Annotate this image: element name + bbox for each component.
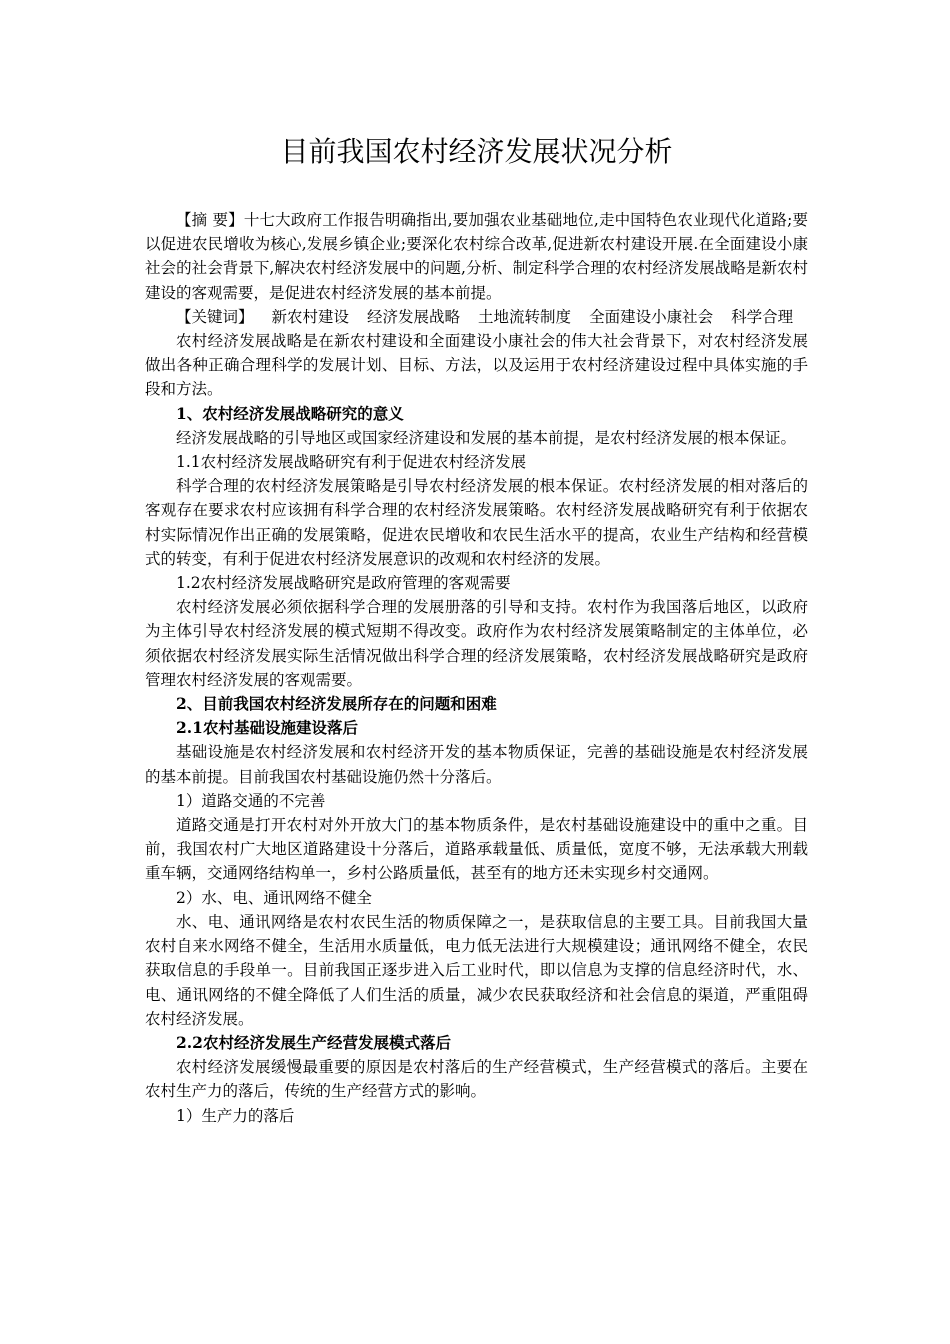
body-paragraph: 科学合理的农村经济发展策略是引导农村经济发展的根本保证。农村经济发展的相对落后的客观存在要求农村应该拥有科学合理的农村经济发展策略。农村经济发展战略研究有利于依据农村实际情况作出正确的发展策略，促进农民增收和农民生活水平的提高，农业生产结构和经营模式的转变，有利于促进农村经济发展意识的改观和农村经济的发展。 xyxy=(145,477,808,568)
section-heading: 2、目前我国农村经济发展所存在的问题和困难 xyxy=(176,694,497,714)
subsection-heading: 1.2农村经济发展战略研究是政府管理的客观需要 xyxy=(176,574,511,593)
keywords-label: 【关键词】 xyxy=(176,307,254,326)
section-heading: 2.2农村经济发展生产经营发展模式落后 xyxy=(176,1032,451,1052)
body-paragraph: 农村经济发展必须依据科学合理的发展册落的引导和支持。农村作为我国落后地区，以政府为主体引导农村经济发展的模式短期不得改变。政府作为农村经济发展策略制定的主体单位，必须依据农村经济发展实际生活情况做出科学合理的经济发展策略，农村经济发展战略研究是政府管理农村经济发展的客观需要。 xyxy=(145,598,808,689)
document-title: 目前我国农村经济发展状况分析 xyxy=(280,135,673,168)
subsection-heading: 1.1农村经济发展战略研究有利于促进农村经济发展 xyxy=(176,453,527,472)
keyword: 经济发展战略 xyxy=(367,307,461,326)
keyword: 全面建设小康社会 xyxy=(589,307,714,326)
body-paragraph: 经济发展战略的引导地区或国家经济建设和发展的基本前提，是农村经济发展的根本保证。 xyxy=(176,428,797,447)
body-paragraph: 道路交通是打开农村对外开放大门的基本物质条件，是农村基础设施建设中的重中之重。目前，我国农村广大地区道路建设十分落后，道路承载量低、质量低，宽度不够，无法承载大刑载重车辆，交通网络结构单一，乡村公路质量低，甚至有的地方还未实现乡村交通网。 xyxy=(145,816,808,883)
document-page xyxy=(145,128,808,1128)
subsection-heading: 2）水、电、通讯网络不健全 xyxy=(176,888,372,907)
keyword: 科学合理 xyxy=(731,307,794,326)
subsection-heading: 1）生产力的落后 xyxy=(176,1106,295,1125)
body-content xyxy=(145,329,808,1128)
keywords-line xyxy=(145,305,808,329)
body-paragraph: 农村经济发展缓慢最重要的原因是农村落后的生产经营模式，生产经营模式的落后。主要在农村生产力的落后，传统的生产经营方式的影响。 xyxy=(145,1058,808,1101)
section-heading: 2.1农村基础设施建设落后 xyxy=(176,718,358,738)
abstract: 【摘 要】十七大政府工作报告明确指出,要加强农业基础地位,走中国特色农业现代化道路;要以促进农民增收为核心,发展乡镇企业;要深化农村综合改革,促进新农村建设开展.在全面建设小康社会的社会背景下,解决农村经济发展中的问题,分析、制定科学合理的农村经济发展战略是新农村建设的客观需要，是促进农村经济发展的基本前提。 xyxy=(145,211,808,302)
section-heading: 1、农村经济发展战略研究的意义 xyxy=(176,403,404,423)
keyword: 新农村建设 xyxy=(271,307,350,326)
body-paragraph: 农村经济发展战略是在新农村建设和全面建设小康社会的伟大社会背景下，对农村经济发展做出各种正确合理科学的发展计划、目标、方法，以及运用于农村经济建设过程中具体实施的手段和方法。 xyxy=(145,332,808,399)
body-paragraph: 水、电、通讯网络是农村农民生活的物质保障之一，是获取信息的主要工具。目前我国大量农村自来水网络不健全，生活用水质量低，电力低无法进行大规模建设；通讯网络不健全，农民获取信息的手段单一。目前我国正逐步进入后工业时代，即以信息为支撑的信息经济时代，水、电、通讯网络的不健全降低了人们生活的质量，减少农民获取经济和社会信息的渠道，严重阻碍农村经济发展。 xyxy=(145,912,808,1028)
keyword: 土地流转制度 xyxy=(478,307,572,326)
subsection-heading: 1）道路交通的不完善 xyxy=(176,791,326,810)
body-paragraph: 基础设施是农村经济发展和农村经济开发的基本物质保证，完善的基础设施是农村经济发展的基本前提。目前我国农村基础设施仍然十分落后。 xyxy=(145,743,808,786)
